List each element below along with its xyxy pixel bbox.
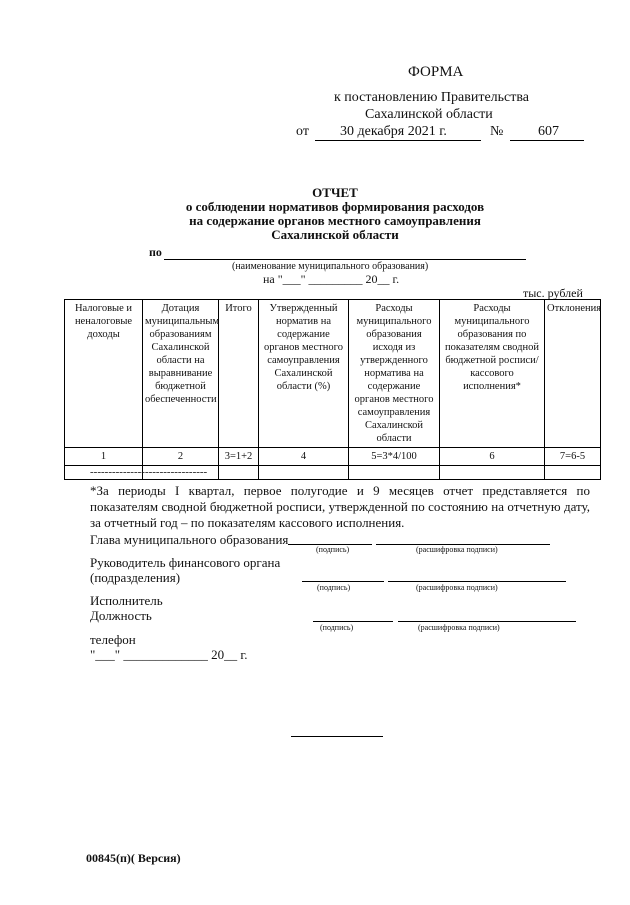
phone-label: телефон: [90, 632, 136, 647]
number-underline: [510, 140, 584, 141]
finance-signature-line[interactable]: [302, 581, 384, 582]
executor-signature-caption: (подпись): [320, 623, 354, 632]
date-underline: [315, 140, 481, 141]
finance-label-2: (подразделения): [90, 570, 181, 585]
table-cell: [259, 466, 349, 480]
col-header: Дотация муниципальным образованиям Сахалинской области на выравнивание бюджетной обеспеченности: [143, 300, 219, 448]
report-table: [64, 299, 601, 480]
executor-decoding-caption: (расшифровка подписи): [418, 623, 500, 632]
col-number: 6: [440, 448, 545, 466]
table-header-row: [65, 300, 601, 448]
col-number: 7=6-5: [545, 448, 601, 466]
title-line-3: на содержание органов местного самоуправления: [189, 213, 481, 228]
table-cell: [440, 466, 545, 480]
decree-line-1: к постановлению Правительства: [334, 90, 530, 105]
executor-signature-line[interactable]: [313, 621, 393, 622]
po-label: по: [149, 245, 162, 259]
executor-decoding-line[interactable]: [398, 621, 576, 622]
municipality-underline: [164, 259, 526, 260]
sign-date-line: "___" _____________ 20__ г.: [90, 647, 248, 662]
col-header: Итого: [219, 300, 259, 448]
finance-decoding-line[interactable]: [388, 581, 566, 582]
position-label: Должность: [90, 608, 152, 623]
form-label: ФОРМА: [408, 64, 464, 80]
col-number: 5=3*4/100: [349, 448, 440, 466]
head-decoding-caption: (расшифровка подписи): [416, 545, 498, 554]
head-label: Глава муниципального образования: [90, 532, 289, 547]
finance-signature-caption: (подпись): [317, 583, 351, 592]
footnote-separator: --------------------------------: [90, 466, 208, 478]
table-cell: [219, 466, 259, 480]
title-line-1: ОТЧЕТ: [312, 185, 358, 200]
col-header: Утвержденный норматив на содержание органов местного самоуправления Сахалинской области (%): [259, 300, 349, 448]
finance-label-1: Руководитель финансового органа: [90, 555, 281, 570]
units-label: тыс. рублей: [523, 286, 583, 300]
col-number: 3=1+2: [219, 448, 259, 466]
table-number-row: [65, 448, 601, 466]
col-number: 2: [143, 448, 219, 466]
decree-line-2: Сахалинской области: [365, 107, 493, 122]
executor-label: Исполнитель: [90, 593, 163, 608]
table-cell: [349, 466, 440, 480]
footer-code: 00845(п)( Версия): [86, 851, 181, 865]
municipality-caption: (наименование муниципального образования): [232, 261, 429, 272]
number-sign: №: [490, 124, 504, 139]
report-date-line: на "___" _________ 20__ г.: [263, 272, 400, 286]
decree-number: 607: [538, 124, 559, 139]
col-header: Расходы муниципального образования по показателям сводной бюджетной росписи/ кассового исполнения*: [440, 300, 545, 448]
table-cell: [545, 466, 601, 480]
blank-line: [291, 736, 383, 737]
footnote-text: *За периоды I квартал, первое полугодие и 9 месяцев отчет представляется по показателям сводной бюджетной росписи, утвержденной по состоянию на отчетную дату, за отчетный год – по показателям кассового исполнения.: [90, 483, 590, 530]
col-number: 4: [259, 448, 349, 466]
decree-date: 30 декабря 2021 г.: [340, 124, 447, 139]
title-line-2: о соблюдении нормативов формирования расходов: [185, 199, 485, 214]
col-header: Налоговые и неналоговые доходы: [65, 300, 143, 448]
report-title: [0, 186, 630, 242]
col-header: Расходы муниципального образования исходя из утвержденного норматива на содержание органов местного самоуправления Сахалинской области: [349, 300, 440, 448]
from-label: от: [296, 124, 309, 139]
finance-decoding-caption: (расшифровка подписи): [416, 583, 498, 592]
head-signature-caption: (подпись): [316, 545, 350, 554]
title-line-4: Сахалинской области: [271, 227, 399, 242]
col-number: 1: [65, 448, 143, 466]
col-header: Отклонения: [545, 300, 601, 448]
